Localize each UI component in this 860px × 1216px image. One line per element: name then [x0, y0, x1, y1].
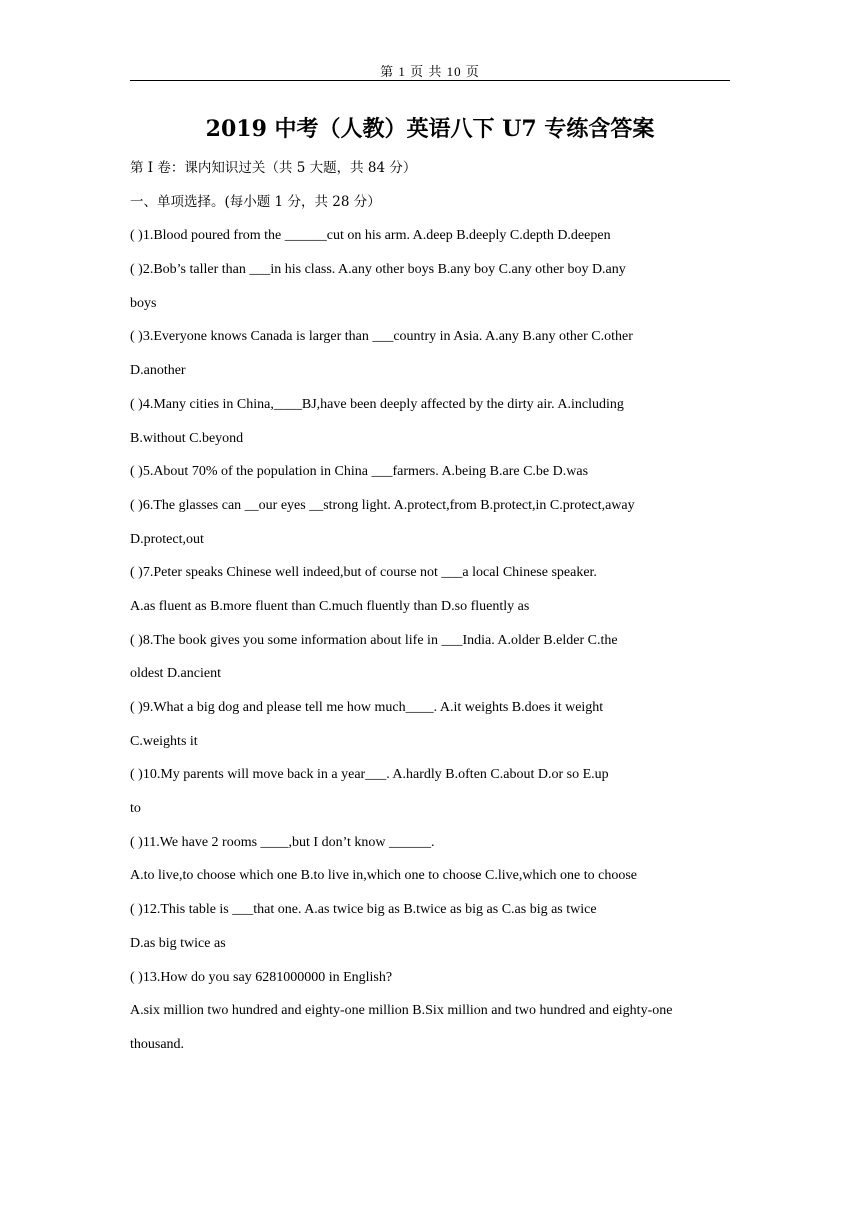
text-line: boys [130, 295, 157, 311]
text-line: ( )6.The glasses can __our eyes __strong light. A.protect,from B.protect,in C.protect,away [130, 497, 635, 513]
section-heading: 一、单项选择。(每小题 1 分，共 28 分） [130, 193, 381, 210]
text-line: ( )7.Peter speaks Chinese well indeed,but of course not ___a local Chinese speaker. [130, 565, 597, 581]
text-line: C.weights it [130, 733, 198, 749]
text-line: ( )1.Blood poured from the ______cut on his arm. A.deep B.deeply C.depth D.deepen [130, 228, 611, 244]
document-title: 2019 中考（人教）英语八下 U7 专练含答案 [205, 116, 655, 142]
text-line: ( )9.What a big dog and please tell me how much____. A.it weights B.does it weight [130, 700, 604, 715]
header-divider [130, 80, 730, 81]
text-line: ( )5.About 70% of the population in China ___farmers. A.being B.are C.be D.was [130, 464, 589, 480]
volume-heading: 第 I 卷：课内知识过关（共 5 大题，共 84 分） [130, 160, 417, 176]
text-line: ( )4.Many cities in China,____BJ,have been deeply affected by the dirty air. A.including [130, 396, 624, 412]
document-body [130, 152, 732, 1062]
page-header: 第 1 页 共 10 页 [380, 64, 480, 79]
text-line: thousand. [130, 1036, 185, 1052]
text-line: A.as fluent as B.more fluent than C.much fluently than D.so fluently as [130, 598, 530, 614]
text-line: A.to live,to choose which one B.to live in,which one to choose C.live,which one to choose [130, 868, 638, 884]
text-line: D.as big twice as [130, 935, 226, 951]
text-line: D.protect,out [130, 531, 204, 547]
text-line: A.six million two hundred and eighty-one million B.Six million and two hundred and eighty-one [130, 1003, 673, 1019]
text-line: ( )8.The book gives you some information about life in ___India. A.older B.elder C.the [130, 632, 618, 648]
text-line: ( )11.We have 2 rooms ____,but I don’t know ______. [130, 834, 435, 850]
text-line: B.without C.beyond [130, 430, 244, 446]
text-line: ( )3.Everyone knows Canada is larger than ___country in Asia. A.any B.any other C.other [130, 329, 633, 345]
text-line: ( )10.My parents will move back in a year___. A.hardly B.often C.about D.or so E.up [130, 767, 609, 783]
text-line: oldest D.ancient [130, 666, 221, 682]
text-line: to [130, 801, 141, 817]
text-line: ( )12.This table is ___that one. A.as twice big as B.twice as big as C.as big as twice [130, 902, 597, 918]
text-line: ( )2.Bob’s taller than ___in his class. A.any other boys B.any boy C.any other boy D.any [130, 262, 626, 278]
text-line: D.another [130, 363, 186, 379]
text-line: ( )13.How do you say 6281000000 in English? [130, 969, 393, 985]
